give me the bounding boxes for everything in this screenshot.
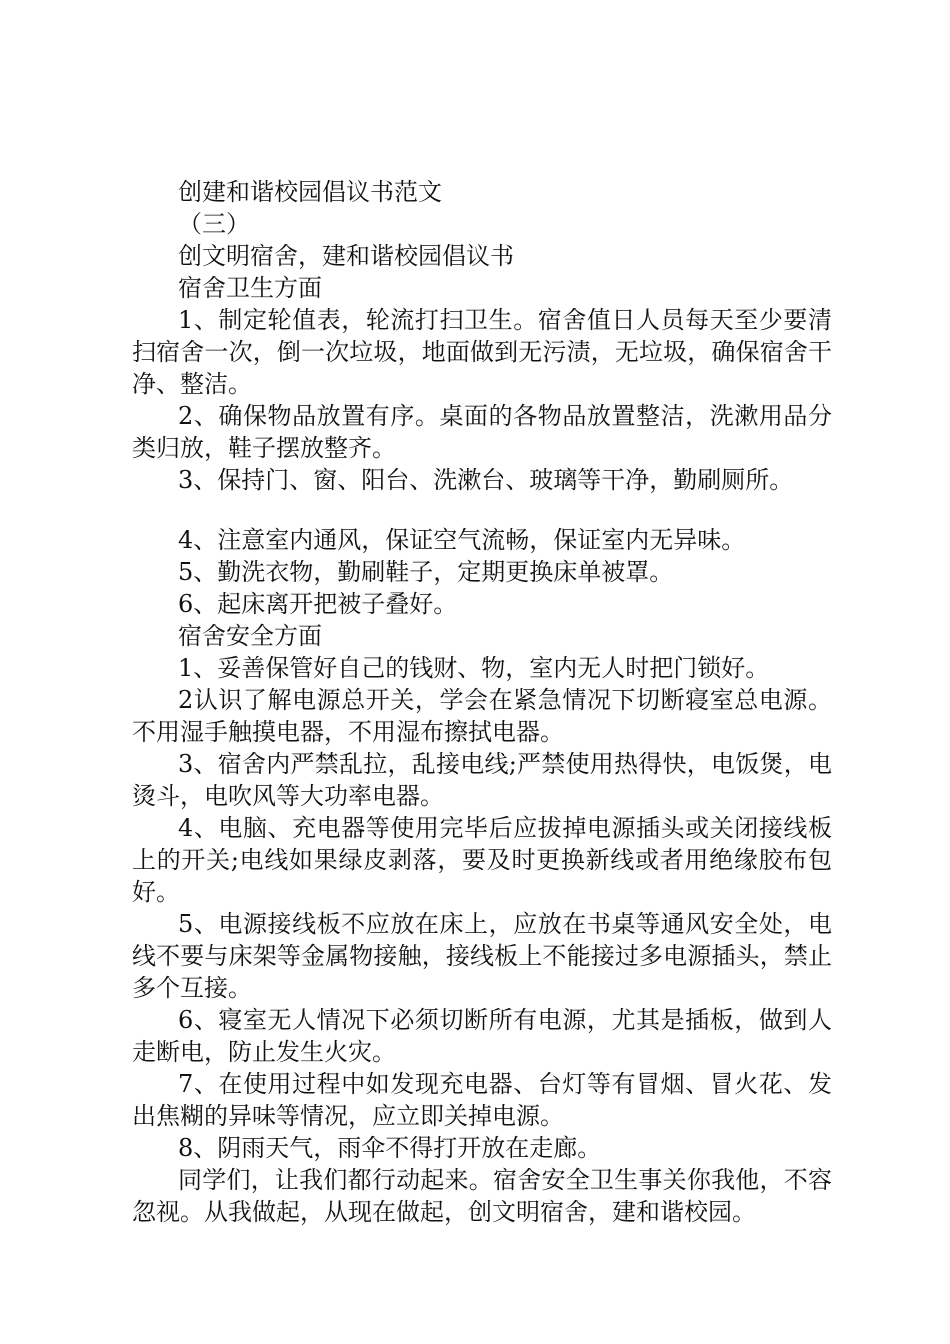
safety-item-6: 6、寝室无人情况下必须切断所有电源，尤其是插板，做到人走断电，防止发生火灾。 xyxy=(132,1006,832,1066)
part-label: （三） xyxy=(178,210,250,238)
safety-item-7: 7、在使用过程中如发现充电器、台灯等有冒烟、冒火花、发出焦糊的异味等情况，应立即关掉电源。 xyxy=(132,1070,832,1130)
safety-item-1: 1、妥善保管好自己的钱财、物，室内无人时把门锁好。 xyxy=(178,654,770,682)
safety-item-8: 8、阴雨天气，雨伞不得打开放在走廊。 xyxy=(178,1134,602,1162)
hygiene-item-4: 4、注意室内通风，保证空气流畅，保证室内无异味。 xyxy=(178,526,746,554)
document-title: 创建和谐校园倡议书范文 xyxy=(178,178,442,206)
hygiene-item-2: 2、确保物品放置有序。桌面的各物品放置整洁，洗漱用品分类归放，鞋子摆放整齐。 xyxy=(132,402,832,462)
section-heading-hygiene: 宿舍卫生方面 xyxy=(178,274,322,302)
safety-item-5: 5、电源接线板不应放在床上，应放在书桌等通风安全处，电线不要与床架等金属物接触，接线板上不能接过多电源插头，禁止多个互接。 xyxy=(132,910,832,1002)
safety-item-3: 3、宿舍内严禁乱拉，乱接电线;严禁使用热得快，电饭煲，电烫斗，电吹风等大功率电器。 xyxy=(132,750,832,810)
hygiene-item-6: 6、起床离开把被子叠好。 xyxy=(178,590,458,618)
section-heading-safety: 宿舍安全方面 xyxy=(178,622,322,650)
hygiene-item-3: 3、保持门、窗、阳台、洗漱台、玻璃等干净，勤刷厕所。 xyxy=(178,466,794,494)
safety-item-2: 2认识了解电源总开关，学会在紧急情况下切断寝室总电源。不用湿手触摸电器，不用湿布擦拭电器。 xyxy=(132,686,832,746)
closing-paragraph: 同学们，让我们都行动起来。宿舍安全卫生事关你我他，不容忽视。从我做起，从现在做起，创文明宿舍，建和谐校园。 xyxy=(132,1166,832,1226)
safety-item-4: 4、电脑、充电器等使用完毕后应拔掉电源插头或关闭接线板上的开关;电线如果绿皮剥落，要及时更换新线或者用绝缘胶布包好。 xyxy=(132,814,832,906)
document-subtitle: 创文明宿舍，建和谐校园倡议书 xyxy=(178,242,514,270)
hygiene-item-5: 5、勤洗衣物，勤刷鞋子，定期更换床单被罩。 xyxy=(178,558,674,586)
document-body xyxy=(132,176,832,1228)
hygiene-item-1: 1、制定轮值表，轮流打扫卫生。宿舍值日人员每天至少要清扫宿舍一次，倒一次垃圾，地面做到无污渍，无垃圾，确保宿舍干净、整洁。 xyxy=(132,306,832,398)
paragraph-gap xyxy=(132,496,832,524)
